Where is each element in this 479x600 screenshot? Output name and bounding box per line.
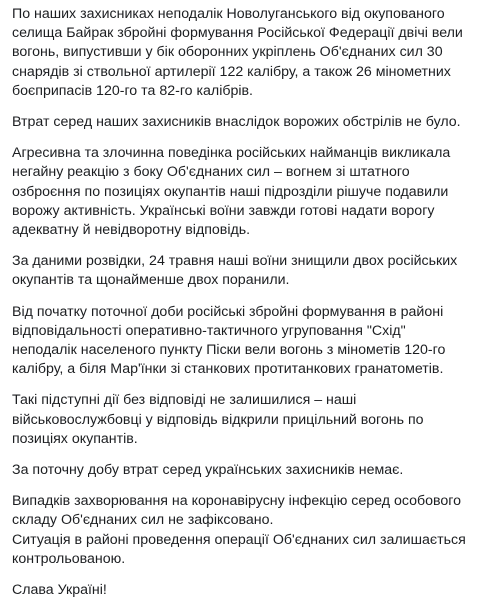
text-line: позиціях окупантів. (12, 430, 138, 447)
text-line: Випадків захворювання на коронавірусну інфекцію серед особового (12, 493, 462, 510)
text-line: снарядів зі ствольної артилерії 122 калібру, а також 26 мінометних (12, 63, 451, 80)
post-paragraph (12, 581, 474, 600)
text-line: селища Байрак збройні формування Російської Федерації двічі вели (12, 25, 463, 42)
text-line: відповідальності оперативно-тактичного угруповання "Схід" (12, 322, 406, 339)
post-paragraph (12, 303, 474, 380)
text-line: За поточну добу втрат серед українських захисників немає. (12, 462, 404, 479)
text-line: складу Об'єднаних сил не зафіксовано. (12, 512, 274, 529)
text-line: Агресивна та злочинна поведінка російських найманців викликала (12, 145, 451, 162)
text-line: неподалік населеного пункту Піски вели вогонь з мінометів 120-го (12, 342, 446, 359)
text-line: боєприпасів 120-го та 82-го калібрів. (12, 82, 254, 99)
post-paragraph (12, 144, 474, 240)
text-line: По наших захисниках неподалік Новолуганського від окупованого (12, 6, 445, 22)
text-line: негайну реакцію з боку Об'єднаних сил – вогнем зі штатного (12, 164, 410, 181)
text-line: Втрат серед наших захисників внаслідок ворожих обстрілів не було. (12, 114, 461, 131)
text-line: Слава Україні! (12, 582, 107, 599)
post-paragraph (12, 252, 474, 290)
text-line: Такі підступні дії без відповіді не залишилися – наші (12, 392, 357, 409)
text-line: окупантів та щонайменше двох поранили. (12, 272, 290, 289)
text-line: Ситуація в районі проведення операції Об'єднаних сил залишається (12, 531, 466, 548)
text-line: ворожу активність. Українські воїни завжди готові надати ворогу (12, 202, 435, 219)
post-paragraph (12, 5, 474, 101)
post-body (12, 5, 474, 600)
post-paragraph (12, 113, 474, 132)
text-line: За даними розвідки, 24 травня наші воїни знищили двох російських (12, 253, 458, 270)
post-paragraph (12, 391, 474, 449)
post-paragraph (12, 461, 474, 480)
text-line: Від початку поточної доби російські збройні формування в районі (12, 303, 444, 320)
text-line: озброєння по позиціях окупантів наші підрозділи рішуче подавили (12, 183, 449, 200)
post-paragraph (12, 492, 474, 569)
text-line: адекватну й невідворотну відповідь. (12, 222, 251, 239)
text-line: калібру, а біля Мар'їнки зі станкових протитанкових гранатометів. (12, 361, 444, 378)
text-line: військовослужбовці у відповідь відкрили прицільний вогонь по (12, 411, 424, 428)
text-line: вогонь, випустивши у бік оборонних укріплень Об'єднаних сил 30 (12, 44, 443, 61)
text-line: контрольованою. (12, 550, 126, 567)
